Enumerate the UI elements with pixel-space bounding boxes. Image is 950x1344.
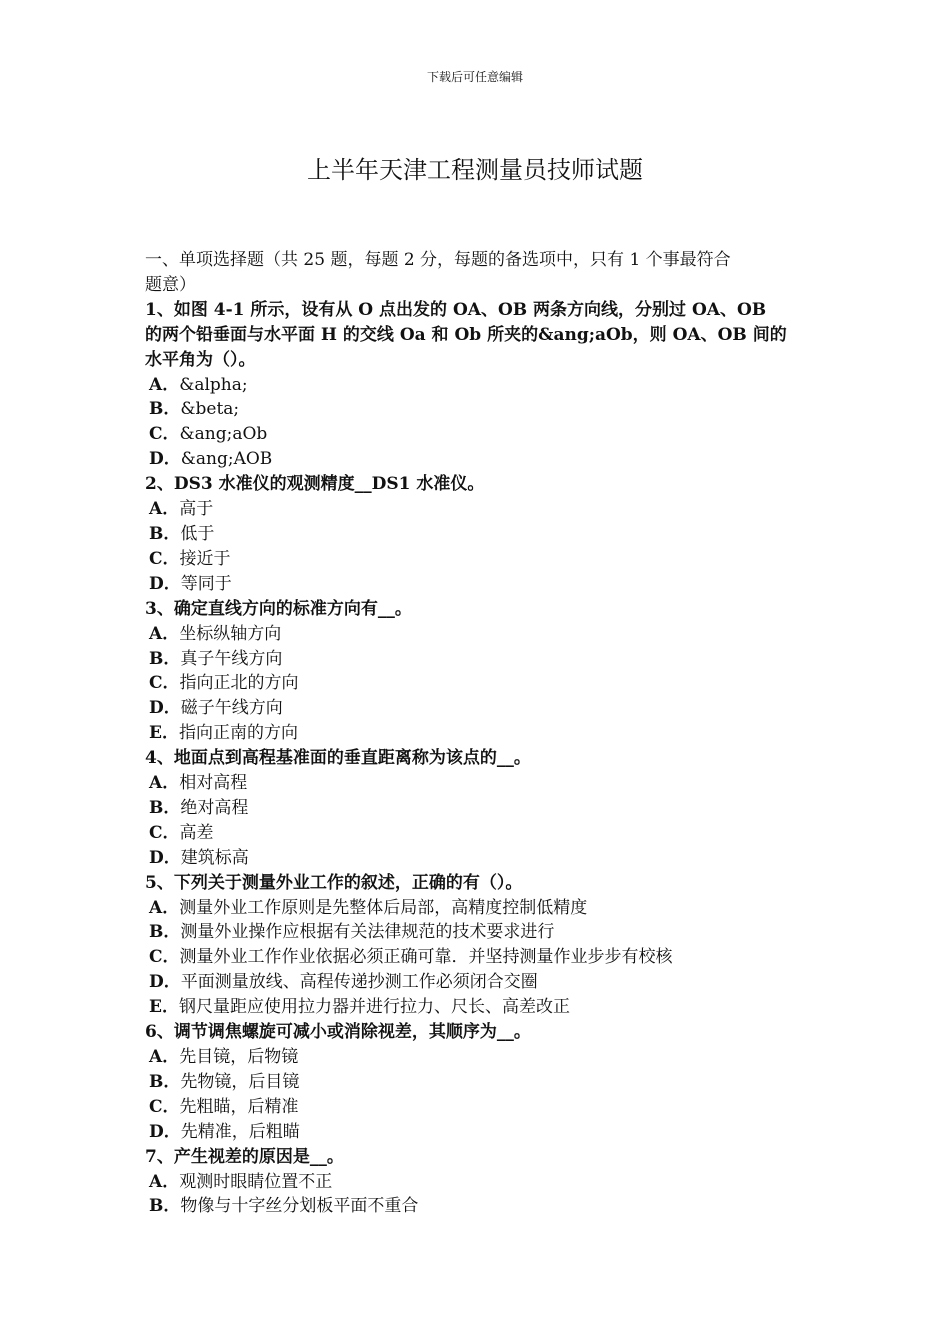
option-letter: B． bbox=[149, 1071, 181, 1092]
option-text: 磁子午线方向 bbox=[180, 698, 283, 719]
answer-option bbox=[145, 796, 810, 821]
option-text: 建筑标高 bbox=[180, 847, 249, 868]
option-letter: B． bbox=[149, 523, 181, 544]
answer-option bbox=[145, 721, 810, 746]
question-6 bbox=[145, 1020, 810, 1145]
option-text: 绝对高程 bbox=[180, 797, 249, 818]
answer-option bbox=[145, 945, 810, 970]
option-text: &beta; bbox=[180, 399, 240, 420]
option-letter: D． bbox=[149, 698, 181, 719]
question-list bbox=[145, 298, 810, 1220]
option-letter: B． bbox=[149, 922, 181, 943]
option-text: 接近于 bbox=[179, 548, 231, 569]
answer-option bbox=[145, 547, 810, 572]
option-letter: D． bbox=[149, 573, 181, 594]
option-text: &ang;aOb bbox=[179, 424, 268, 445]
answer-option bbox=[145, 771, 810, 796]
option-text: &alpha; bbox=[179, 374, 248, 395]
answer-option bbox=[145, 1194, 810, 1219]
option-letter: A． bbox=[149, 499, 180, 520]
option-text: 先粗瞄，后精准 bbox=[179, 1096, 299, 1117]
answer-option bbox=[145, 447, 810, 472]
answer-option bbox=[145, 522, 810, 547]
question-3 bbox=[145, 597, 810, 746]
question-stem: 水平角为（）。 bbox=[145, 349, 256, 370]
question-stem: 7、产生视差的原因是__。 bbox=[145, 1146, 344, 1167]
option-letter: B． bbox=[149, 399, 181, 420]
answer-option bbox=[145, 696, 810, 721]
option-letter: C． bbox=[149, 424, 180, 445]
option-letter: C． bbox=[149, 548, 180, 569]
option-text: 高于 bbox=[179, 499, 214, 520]
answer-option bbox=[145, 920, 810, 945]
question-stem: 2、DS3 水准仪的观测精度__DS1 水准仪。 bbox=[145, 474, 485, 495]
option-letter: C． bbox=[149, 673, 180, 694]
option-letter: D． bbox=[149, 1121, 181, 1142]
answer-option bbox=[145, 1170, 810, 1195]
option-letter: B． bbox=[149, 797, 181, 818]
question-stem: 6、调节调焦螺旋可减小或消除视差，其顺序为__。 bbox=[145, 1022, 531, 1043]
answer-option bbox=[145, 422, 810, 447]
option-letter: C． bbox=[149, 1096, 180, 1117]
option-text: 观测时眼睛位置不正 bbox=[179, 1171, 333, 1192]
option-text: 高差 bbox=[179, 822, 214, 843]
option-text: 指向正南的方向 bbox=[178, 723, 298, 744]
option-letter: A． bbox=[149, 773, 180, 794]
question-stem: 5、下列关于测量外业工作的叙述，正确的有（）。 bbox=[145, 872, 523, 893]
option-text: 低于 bbox=[180, 523, 215, 544]
option-text: 物像与十字丝分划板平面不重合 bbox=[180, 1196, 419, 1217]
question-7 bbox=[145, 1145, 810, 1220]
option-text: 测量外业工作作业依据必须正确可靠．并坚持测量作业步步有校核 bbox=[179, 947, 673, 968]
option-letter: E． bbox=[149, 723, 179, 744]
answer-option bbox=[145, 373, 810, 398]
option-text: 先物镜，后目镜 bbox=[180, 1071, 300, 1092]
option-text: 钢尺量距应使用拉力器并进行拉力、尺长、高差改正 bbox=[178, 997, 570, 1018]
option-letter: D． bbox=[149, 449, 181, 470]
option-letter: D． bbox=[149, 972, 181, 993]
document-title: 上半年天津工程测量员技师试题 bbox=[307, 156, 643, 184]
option-letter: A． bbox=[149, 374, 180, 395]
question-5 bbox=[145, 871, 810, 1020]
answer-option bbox=[145, 1070, 810, 1095]
answer-option bbox=[145, 846, 810, 871]
question-2 bbox=[145, 472, 810, 597]
option-letter: E． bbox=[149, 997, 179, 1018]
question-stem: 3、确定直线方向的标准方向有__。 bbox=[145, 598, 412, 619]
option-text: 坐标纵轴方向 bbox=[179, 623, 282, 644]
question-stem: 的两个铅垂面与水平面 H 的交线 Oa 和 Ob 所夹的&ang;aOb，则 OA、OB 间的 bbox=[145, 324, 787, 345]
option-text: 平面测量放线、高程传递抄测工作必须闭合交圈 bbox=[180, 972, 538, 993]
option-text: 相对高程 bbox=[179, 773, 248, 794]
document-body bbox=[145, 248, 810, 1219]
answer-option bbox=[145, 622, 810, 647]
option-text: 指向正北的方向 bbox=[179, 673, 299, 694]
answer-option bbox=[145, 821, 810, 846]
option-letter: A． bbox=[149, 1171, 180, 1192]
answer-option bbox=[145, 896, 810, 921]
answer-option bbox=[145, 647, 810, 672]
option-letter: A． bbox=[149, 897, 180, 918]
option-letter: C． bbox=[149, 947, 180, 968]
section-heading: 一、单项选择题（共 25 题，每题 2 分，每题的备选项中，只有 1 个事最符合 bbox=[145, 250, 731, 270]
option-letter: B． bbox=[149, 648, 181, 669]
answer-option bbox=[145, 970, 810, 995]
question-stem: 1、如图 4-1 所示，设有从 O 点出发的 OA、OB 两条方向线，分别过 OA、OB bbox=[145, 299, 767, 320]
question-4 bbox=[145, 746, 810, 871]
option-text: 等同于 bbox=[180, 573, 232, 594]
question-1 bbox=[145, 298, 810, 472]
answer-option bbox=[145, 397, 810, 422]
option-letter: B． bbox=[149, 1196, 181, 1217]
answer-option bbox=[145, 995, 810, 1020]
answer-option bbox=[145, 1095, 810, 1120]
answer-option bbox=[145, 1045, 810, 1070]
option-text: 先目镜，后物镜 bbox=[179, 1047, 299, 1067]
answer-option bbox=[145, 572, 810, 597]
option-letter: A． bbox=[149, 1047, 180, 1067]
option-letter: C． bbox=[149, 822, 180, 843]
question-stem: 4、地面点到高程基准面的垂直距离称为该点的__。 bbox=[145, 748, 531, 769]
option-letter: D． bbox=[149, 847, 181, 868]
header-note: 下载后可任意编辑 bbox=[426, 70, 523, 84]
option-text: 真子午线方向 bbox=[180, 648, 283, 669]
option-text: 先精准，后粗瞄 bbox=[180, 1121, 300, 1142]
answer-option bbox=[145, 1120, 810, 1145]
option-text: &ang;AOB bbox=[180, 449, 273, 470]
section-heading-cont: 题意） bbox=[145, 274, 196, 295]
option-letter: A． bbox=[149, 623, 180, 644]
answer-option bbox=[145, 497, 810, 522]
answer-option bbox=[145, 671, 810, 696]
option-text: 测量外业工作原则是先整体后局部，高精度控制低精度 bbox=[179, 897, 588, 918]
option-text: 测量外业操作应根据有关法律规范的技术要求进行 bbox=[180, 922, 555, 943]
